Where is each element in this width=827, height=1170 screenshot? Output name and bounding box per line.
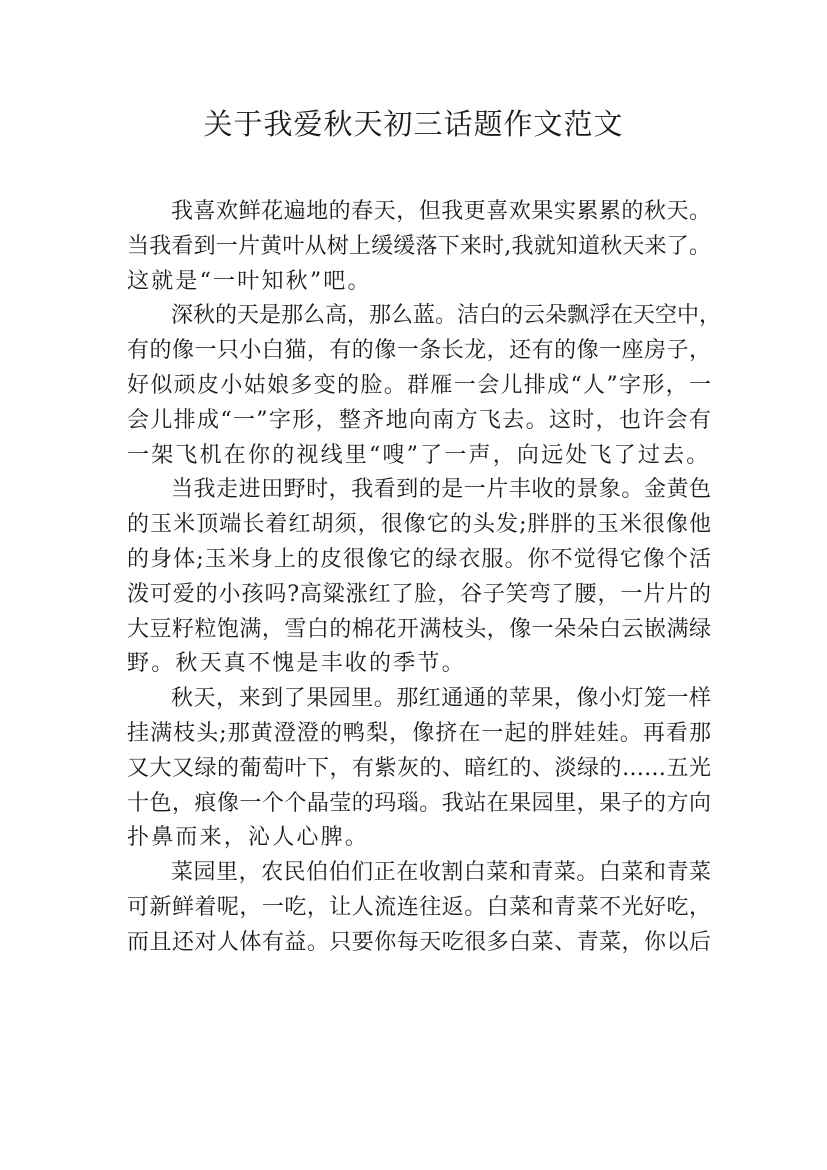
text-line: 十色，痕像一个个晶莹的玛瑙。我站在果园里，果子的方向 <box>127 790 711 816</box>
text-line: 而且还对人体有益。只要你每天吃很多白菜、青菜，你以后 <box>127 929 711 955</box>
text-line: 菜园里，农民伯伯们正在收割白菜和青菜。白菜和青菜 <box>171 860 711 886</box>
text-line: 可新鲜着呢，一吃，让人流连往返。白菜和青菜不光好吃， <box>127 894 711 920</box>
text-line: 又大又绿的葡萄叶下，有紫灰的、暗红的、淡绿的……五光 <box>127 755 711 781</box>
text-line: 当我走进田野时，我看到的是一片丰收的景象。金黄色 <box>171 477 711 503</box>
text-line: 挂满枝头;那黄澄澄的鸭梨，像挤在一起的胖娃娃。再看那 <box>127 720 711 746</box>
document-body <box>127 195 722 961</box>
text-line: 秋天，来到了果园里。那红通通的苹果，像小灯笼一样 <box>171 686 711 712</box>
text-line: 扑鼻而来，沁人心脾。 <box>127 825 370 851</box>
text-line: 当我看到一片黄叶从树上缓缓落下来时,我就知道秋天来了。 <box>127 233 711 259</box>
text-line: 好似顽皮小姑娘多变的脸。群雁一会儿排成“人”字形，一 <box>127 372 711 398</box>
text-line: 一架飞机在你的视线里“嗖”了一声，向远处飞了过去。 <box>127 442 711 468</box>
text-line: 的身体;玉米身上的皮很像它的绿衣服。你不觉得它像个活 <box>127 546 711 572</box>
document-title: 关于我爱秋天初三话题作文范文 <box>203 107 624 141</box>
text-line: 深秋的天是那么高，那么蓝。洁白的云朵飘浮在天空中， <box>171 303 722 329</box>
text-line: 的玉米顶端长着红胡须，很像它的头发;胖胖的玉米很像他 <box>127 512 711 538</box>
text-line: 大豆籽粒饱满，雪白的棉花开满枝头，像一朵朵白云嵌满绿 <box>127 616 711 642</box>
text-line: 野。秋天真不愧是丰收的季节。 <box>127 651 466 677</box>
text-line: 这就是“一叶知秋”吧。 <box>127 268 372 294</box>
text-line: 会儿排成“一”字形，整齐地向南方飞去。这时，也许会有 <box>127 407 711 433</box>
text-line: 有的像一只小白猫，有的像一条长龙，还有的像一座房子， <box>127 338 711 364</box>
text-line: 泼可爱的小孩吗?高粱涨红了脸，谷子笑弯了腰，一片片的 <box>127 581 711 607</box>
text-line: 我喜欢鲜花遍地的春天，但我更喜欢果实累累的秋天。 <box>171 199 711 224</box>
